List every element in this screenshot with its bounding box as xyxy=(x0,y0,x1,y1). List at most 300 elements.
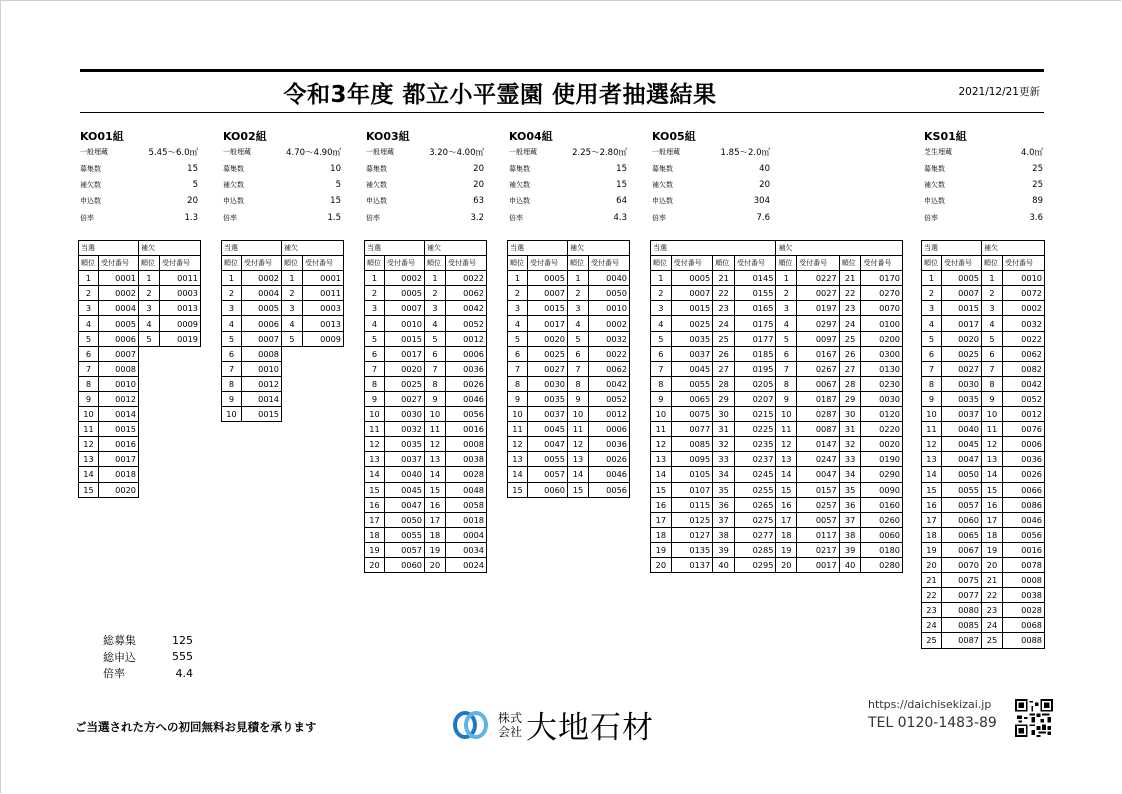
winner-rank: 8 xyxy=(508,376,528,391)
winner-receipt: 0007 xyxy=(385,301,425,316)
table-row xyxy=(222,391,344,406)
winner-receipt: 0037 xyxy=(528,407,568,422)
winner-rank: 36 xyxy=(713,497,735,512)
winner-receipt: 0087 xyxy=(942,633,982,648)
table-row xyxy=(922,542,1045,557)
info-row xyxy=(924,193,1043,209)
reserve-receipt: 0009 xyxy=(160,316,201,331)
reserve-receipt: 0003 xyxy=(303,301,344,316)
table-row xyxy=(508,407,630,422)
reserve-receipt: 0026 xyxy=(446,376,487,391)
winner-rank: 20 xyxy=(365,557,385,572)
winner-rank: 30 xyxy=(713,407,735,422)
info-label: 申込数 xyxy=(509,197,530,206)
winner-rank: 10 xyxy=(651,407,672,422)
empty-cell xyxy=(139,482,160,497)
winner-receipt: 0225 xyxy=(734,422,775,437)
burial-type-label: 芝生埋蔵 xyxy=(924,148,952,157)
reserve-receipt: 0010 xyxy=(1003,271,1045,286)
reserve-receipt: 0040 xyxy=(589,271,630,286)
company-url[interactable]: https://daichisekizai.jp xyxy=(868,698,992,711)
winner-rank: 24 xyxy=(713,316,735,331)
reserve-receipt: 0022 xyxy=(1003,331,1045,346)
plot-area-value: 4.70～4.90㎡ xyxy=(286,148,341,159)
table-row xyxy=(508,391,630,406)
table-row xyxy=(922,497,1045,512)
winner-receipt: 0077 xyxy=(671,422,712,437)
table-row xyxy=(922,633,1045,648)
table-row xyxy=(922,361,1045,376)
reserve-receipt: 0197 xyxy=(797,301,840,316)
reserve-rank: 8 xyxy=(568,376,589,391)
reserve-rank: 14 xyxy=(776,467,797,482)
winner-receipt: 0014 xyxy=(242,391,282,406)
table-row xyxy=(79,452,201,467)
winner-receipt: 0005 xyxy=(242,301,282,316)
winner-receipt: 0010 xyxy=(385,316,425,331)
winner-receipt: 0014 xyxy=(99,407,139,422)
empty-cell xyxy=(282,391,303,406)
winner-receipt: 0065 xyxy=(942,527,982,542)
info-label: 申込数 xyxy=(223,197,244,206)
winner-receipt: 0015 xyxy=(671,301,712,316)
winner-receipt: 0020 xyxy=(942,331,982,346)
info-row xyxy=(366,210,484,226)
winner-rank: 22 xyxy=(713,286,735,301)
table-row xyxy=(651,407,903,422)
rank-header: 順位 xyxy=(568,256,589,271)
winner-receipt: 0010 xyxy=(99,376,139,391)
rank-header: 順位 xyxy=(139,256,160,271)
reserve-receipt: 0038 xyxy=(446,452,487,467)
table-row xyxy=(922,512,1045,527)
footer-note: ご当選された方への初回無料お見積を承ります xyxy=(75,720,317,734)
winner-receipt: 0012 xyxy=(99,391,139,406)
rank-header: 順位 xyxy=(713,256,735,271)
info-label: 倍率 xyxy=(80,213,94,222)
table-header-row xyxy=(922,241,1045,256)
reserve-receipt: 0030 xyxy=(861,391,903,406)
winner-rank: 11 xyxy=(651,422,672,437)
info-row xyxy=(223,160,341,176)
table-row xyxy=(222,361,344,376)
winner-receipt: 0002 xyxy=(99,286,139,301)
info-row xyxy=(223,177,341,193)
info-row xyxy=(924,160,1043,176)
table-row xyxy=(79,286,201,301)
winner-receipt: 0027 xyxy=(942,361,982,376)
winner-rank: 1 xyxy=(508,271,528,286)
winner-receipt: 0060 xyxy=(385,557,425,572)
reserve-receipt: 0160 xyxy=(861,497,903,512)
info-label: 倍率 xyxy=(223,213,237,222)
reserve-receipt: 0012 xyxy=(1003,407,1045,422)
winner-receipt: 0075 xyxy=(942,573,982,588)
empty-cell xyxy=(139,452,160,467)
group-name: KO03組 xyxy=(366,130,410,143)
info-row-area xyxy=(509,144,627,160)
winner-receipt: 0060 xyxy=(942,512,982,527)
plot-area-value: 5.45～6.0㎡ xyxy=(148,148,198,159)
reserve-receipt: 0052 xyxy=(446,316,487,331)
reserve-rank: 19 xyxy=(776,542,797,557)
reserve-receipt: 0032 xyxy=(1003,316,1045,331)
total-label: 倍率 xyxy=(103,667,125,681)
winner-rank: 25 xyxy=(713,331,735,346)
table-row xyxy=(508,331,630,346)
winner-rank: 15 xyxy=(79,482,99,497)
table-row xyxy=(79,391,201,406)
reserve-rank: 26 xyxy=(839,346,861,361)
reserve-rank: 4 xyxy=(568,316,589,331)
winner-rank: 18 xyxy=(922,527,942,542)
empty-cell xyxy=(160,407,201,422)
info-value: 15 xyxy=(616,179,627,190)
group-info xyxy=(509,128,627,226)
winner-rank: 20 xyxy=(922,557,942,572)
reserve-receipt: 0002 xyxy=(1003,301,1045,316)
winner-receipt: 0037 xyxy=(942,407,982,422)
winner-receipt: 0045 xyxy=(385,482,425,497)
reserve-receipt: 0038 xyxy=(1003,588,1045,603)
table-row xyxy=(651,346,903,361)
group-info xyxy=(366,128,484,226)
winner-receipt: 0285 xyxy=(734,542,775,557)
winner-rank: 4 xyxy=(365,316,385,331)
empty-cell xyxy=(303,407,344,422)
winner-rank: 32 xyxy=(713,437,735,452)
info-value: 20 xyxy=(473,179,484,190)
empty-cell xyxy=(282,346,303,361)
table-row xyxy=(365,346,487,361)
company-prefix xyxy=(498,711,522,739)
reserve-receipt: 0117 xyxy=(797,527,840,542)
winner-rank: 2 xyxy=(508,286,528,301)
reserve-rank: 8 xyxy=(425,376,446,391)
reserve-receipt: 0058 xyxy=(446,497,487,512)
winner-receipt: 0060 xyxy=(528,482,568,497)
total-value: 4.4 xyxy=(175,666,193,680)
reserve-rank: 23 xyxy=(839,301,861,316)
winner-rank: 4 xyxy=(922,316,942,331)
winner-rank: 18 xyxy=(651,527,672,542)
winner-rank: 3 xyxy=(222,301,242,316)
winner-receipt: 0070 xyxy=(942,557,982,572)
table-row xyxy=(365,361,487,376)
table-row xyxy=(508,361,630,376)
reserve-receipt: 0008 xyxy=(446,437,487,452)
table-row xyxy=(508,271,630,286)
reserve-receipt: 0034 xyxy=(446,542,487,557)
group-name: KS01組 xyxy=(924,130,967,143)
winner-rank: 11 xyxy=(508,422,528,437)
empty-cell xyxy=(303,391,344,406)
reserve-rank: 18 xyxy=(425,527,446,542)
reserve-rank: 16 xyxy=(776,497,797,512)
winner-receipt: 0205 xyxy=(734,376,775,391)
info-label: 補欠数 xyxy=(652,180,673,189)
reserve-receipt: 0017 xyxy=(797,557,840,572)
reserve-receipt: 0001 xyxy=(303,271,344,286)
winner-rank: 20 xyxy=(651,557,672,572)
winner-rank: 21 xyxy=(713,271,735,286)
reserve-receipt: 0013 xyxy=(303,316,344,331)
reserve-rank: 3 xyxy=(982,301,1003,316)
winner-receipt: 0135 xyxy=(671,542,712,557)
reserve-rank: 11 xyxy=(982,422,1003,437)
table-header-row xyxy=(508,241,630,256)
rank-header: 順位 xyxy=(839,256,861,271)
info-label: 募集数 xyxy=(366,164,387,173)
reserve-receipt: 0190 xyxy=(861,452,903,467)
winner-rank: 10 xyxy=(365,407,385,422)
winner-rank: 29 xyxy=(713,391,735,406)
reserve-rank: 33 xyxy=(839,452,861,467)
reserve-receipt: 0170 xyxy=(861,271,903,286)
empty-cell xyxy=(160,391,201,406)
winner-receipt: 0006 xyxy=(99,331,139,346)
empty-cell xyxy=(303,361,344,376)
rank-header: 順位 xyxy=(79,256,99,271)
reserve-rank: 7 xyxy=(776,361,797,376)
table-row xyxy=(922,588,1045,603)
receipt-header: 受付番号 xyxy=(942,256,982,271)
info-label: 募集数 xyxy=(509,164,530,173)
empty-cell xyxy=(160,452,201,467)
table-row xyxy=(922,618,1045,633)
winner-receipt: 0055 xyxy=(671,376,712,391)
rank-header: 順位 xyxy=(922,256,942,271)
company-logo xyxy=(452,702,654,747)
winner-receipt: 0007 xyxy=(99,346,139,361)
reserve-receipt: 0067 xyxy=(797,376,840,391)
winner-receipt: 0037 xyxy=(671,346,712,361)
empty-cell xyxy=(139,437,160,452)
winner-rank: 8 xyxy=(922,376,942,391)
reserve-rank: 15 xyxy=(425,482,446,497)
reserve-rank: 13 xyxy=(568,452,589,467)
winner-receipt: 0047 xyxy=(385,497,425,512)
table-subheader-row xyxy=(651,256,903,271)
winner-receipt: 0207 xyxy=(734,391,775,406)
group-info xyxy=(652,128,770,226)
receipt-header: 受付番号 xyxy=(160,256,201,271)
info-label: 補欠数 xyxy=(924,180,945,189)
reserve-receipt: 0056 xyxy=(589,482,630,497)
info-value: 40 xyxy=(759,163,770,174)
table-row xyxy=(365,271,487,286)
receipt-header: 受付番号 xyxy=(385,256,425,271)
info-label: 補欠数 xyxy=(80,180,101,189)
winner-receipt: 0237 xyxy=(734,452,775,467)
winner-rank: 25 xyxy=(922,633,942,648)
empty-cell xyxy=(139,422,160,437)
winner-rank: 17 xyxy=(365,512,385,527)
reserve-rank: 27 xyxy=(839,361,861,376)
table-row xyxy=(365,422,487,437)
reserve-receipt: 0042 xyxy=(589,376,630,391)
total-row xyxy=(103,649,193,666)
receipt-header: 受付番号 xyxy=(446,256,487,271)
winner-rank: 6 xyxy=(651,346,672,361)
reserve-receipt: 0200 xyxy=(861,331,903,346)
winner-receipt: 0015 xyxy=(99,422,139,437)
empty-cell xyxy=(282,376,303,391)
rank-header: 順位 xyxy=(425,256,446,271)
reserve-rank: 17 xyxy=(425,512,446,527)
reserve-receipt: 0016 xyxy=(446,422,487,437)
winner-rank: 3 xyxy=(79,301,99,316)
title-bottom-rule xyxy=(80,112,1044,113)
winner-rank: 33 xyxy=(713,452,735,467)
reserve-rank: 7 xyxy=(568,361,589,376)
plot-area-value: 3.20～4.00㎡ xyxy=(429,148,484,159)
winner-receipt: 0007 xyxy=(528,286,568,301)
reserve-rank: 35 xyxy=(839,482,861,497)
reserve-receipt: 0046 xyxy=(446,391,487,406)
reserve-rank: 1 xyxy=(282,271,303,286)
winner-receipt: 0008 xyxy=(99,361,139,376)
reserve-receipt: 0157 xyxy=(797,482,840,497)
table-row xyxy=(79,437,201,452)
winner-rank: 9 xyxy=(79,391,99,406)
winner-receipt: 0057 xyxy=(385,542,425,557)
group-info xyxy=(80,128,198,226)
winner-receipt: 0004 xyxy=(242,286,282,301)
table-row xyxy=(922,603,1045,618)
table-row xyxy=(365,527,487,542)
table-row xyxy=(79,467,201,482)
winner-rank: 13 xyxy=(365,452,385,467)
winner-rank: 11 xyxy=(365,422,385,437)
reserve-receipt: 0060 xyxy=(861,527,903,542)
winner-rank: 1 xyxy=(365,271,385,286)
reserve-rank: 5 xyxy=(282,331,303,346)
reserve-rank: 5 xyxy=(776,331,797,346)
group-name: KO04組 xyxy=(509,130,553,143)
empty-cell xyxy=(139,391,160,406)
table-row xyxy=(365,331,487,346)
info-value: 20 xyxy=(473,163,484,174)
table-row xyxy=(508,301,630,316)
winner-receipt: 0245 xyxy=(734,467,775,482)
rank-header: 順位 xyxy=(365,256,385,271)
reserve-receipt: 0120 xyxy=(861,407,903,422)
reserve-receipt: 0086 xyxy=(1003,497,1045,512)
winner-receipt: 0077 xyxy=(942,588,982,603)
reserve-receipt: 0062 xyxy=(1003,346,1045,361)
table-row xyxy=(79,376,201,391)
reserve-receipt: 0082 xyxy=(1003,361,1045,376)
empty-cell xyxy=(282,407,303,422)
winner-rank: 7 xyxy=(508,361,528,376)
winner-rank: 14 xyxy=(365,467,385,482)
table-row xyxy=(508,376,630,391)
reserve-rank: 39 xyxy=(839,542,861,557)
reserve-receipt: 0280 xyxy=(861,557,903,572)
info-row-area xyxy=(80,144,198,160)
reserve-rank: 37 xyxy=(839,512,861,527)
winner-receipt: 0035 xyxy=(671,331,712,346)
info-value: 15 xyxy=(616,163,627,174)
reserve-receipt: 0056 xyxy=(446,407,487,422)
winner-rank: 6 xyxy=(79,346,99,361)
title-top-rule xyxy=(80,69,1044,72)
table-subheader-row xyxy=(79,256,201,271)
reserve-receipt: 0046 xyxy=(1003,512,1045,527)
table-row xyxy=(365,482,487,497)
info-label: 募集数 xyxy=(80,164,101,173)
winner-receipt: 0035 xyxy=(942,391,982,406)
reserve-receipt: 0297 xyxy=(797,316,840,331)
empty-cell xyxy=(139,407,160,422)
plot-area-value: 4.0㎡ xyxy=(1020,148,1043,159)
winner-rank: 3 xyxy=(651,301,672,316)
reserve-receipt: 0018 xyxy=(446,512,487,527)
winner-rank: 35 xyxy=(713,482,735,497)
reserve-rank: 1 xyxy=(139,271,160,286)
reserve-rank: 22 xyxy=(839,286,861,301)
table-row xyxy=(365,512,487,527)
reserve-receipt: 0004 xyxy=(446,527,487,542)
table-row xyxy=(222,316,344,331)
table-row xyxy=(922,271,1045,286)
receipt-header: 受付番号 xyxy=(303,256,344,271)
winner-receipt: 0010 xyxy=(242,361,282,376)
reserve-header: 補欠 xyxy=(282,241,344,256)
winner-rank: 13 xyxy=(508,452,528,467)
winner-rank: 5 xyxy=(508,331,528,346)
reserve-receipt: 0006 xyxy=(589,422,630,437)
reserve-header: 補欠 xyxy=(982,241,1045,256)
reserve-receipt: 0187 xyxy=(797,391,840,406)
reserve-receipt: 0068 xyxy=(1003,618,1045,633)
info-value: 20 xyxy=(759,179,770,190)
table-row xyxy=(651,331,903,346)
info-row xyxy=(509,193,627,209)
group-info xyxy=(223,128,341,226)
company-prefix-bottom: 会社 xyxy=(498,724,523,739)
reserve-receipt: 0217 xyxy=(797,542,840,557)
info-row xyxy=(80,177,198,193)
reserve-receipt: 0260 xyxy=(861,512,903,527)
burial-type-label: 一般埋蔵 xyxy=(652,148,680,157)
winner-receipt: 0007 xyxy=(671,286,712,301)
reserve-rank: 3 xyxy=(776,301,797,316)
reserve-rank: 16 xyxy=(982,497,1003,512)
reserve-rank: 1 xyxy=(982,271,1003,286)
info-value: 63 xyxy=(473,196,484,207)
table-row xyxy=(365,437,487,452)
reserve-receipt: 0027 xyxy=(797,286,840,301)
table-row xyxy=(222,346,344,361)
info-label: 補欠数 xyxy=(366,180,387,189)
reserve-rank: 6 xyxy=(425,346,446,361)
reserve-rank: 10 xyxy=(425,407,446,422)
reserve-rank: 28 xyxy=(839,376,861,391)
empty-cell xyxy=(139,346,160,361)
reserve-rank: 10 xyxy=(982,407,1003,422)
winner-receipt: 0055 xyxy=(385,527,425,542)
table-row xyxy=(922,452,1045,467)
winner-receipt: 0295 xyxy=(734,557,775,572)
info-row xyxy=(366,193,484,209)
info-value: 89 xyxy=(1032,196,1043,207)
reserve-receipt: 0100 xyxy=(861,316,903,331)
winner-rank: 16 xyxy=(365,497,385,512)
receipt-header: 受付番号 xyxy=(589,256,630,271)
reserve-rank: 15 xyxy=(776,482,797,497)
